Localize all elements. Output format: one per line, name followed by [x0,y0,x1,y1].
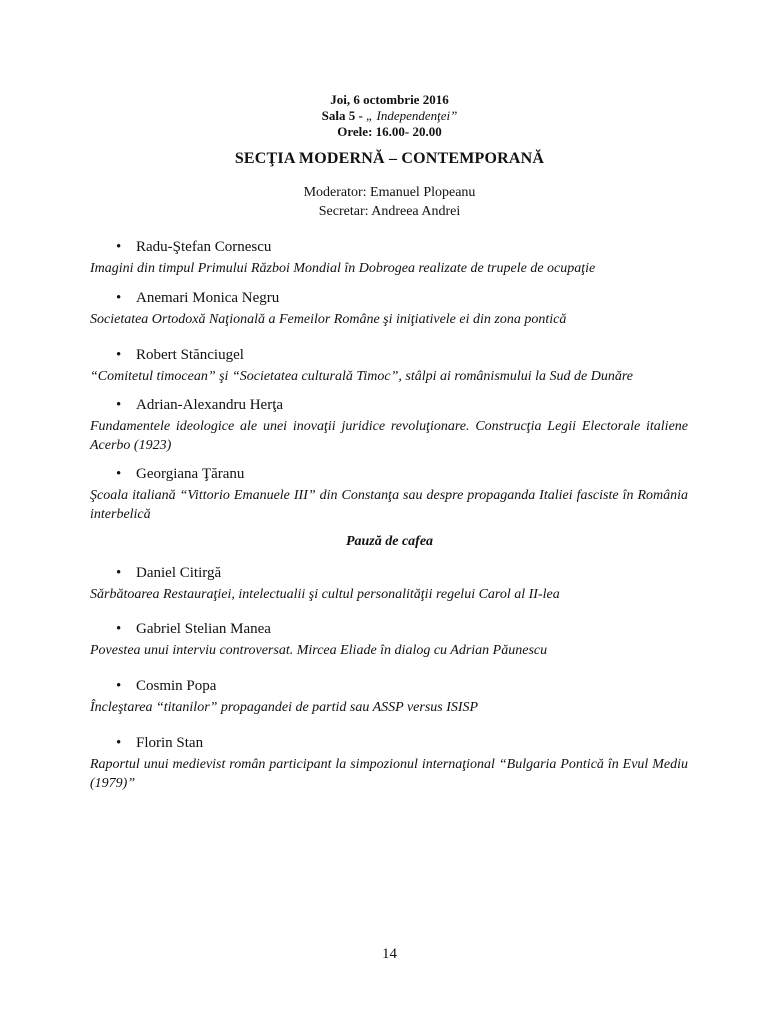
presentation-entry [90,733,688,793]
bullet-icon: • [116,347,122,363]
presenter-name-text: Anemari Monica Negru [136,290,280,306]
presenter-name [90,733,688,753]
presentation-title: Sărbătoarea Restauraţiei, intelectualii şi cultul personalităţii regelui Carol al II-lea [90,587,560,602]
presentation-entry [90,345,688,386]
presenter-name [90,288,688,308]
secretary-line: Secretar: Andreea Andrei [318,204,461,219]
presenter-name [90,395,688,415]
bullet-icon: • [116,735,122,751]
presenter-name [90,563,688,583]
presentation-entry [90,676,688,717]
presentation-title: Şcoala italiană “Vittorio Emanuele III” din Constanţa sau despre propaganda Italiei fasciste în România interbelică [90,488,688,522]
presenter-name [90,676,688,696]
section-title: SECŢIA MODERNĂ – CONTEMPORANĂ [234,150,545,167]
moderator-line: Moderator: Emanuel Plopeanu [303,185,476,200]
session-room-name: „ Independenţei” [366,108,458,123]
presenter-name [90,345,688,365]
presentation-entry [90,619,688,660]
coffee-break-label: Pauză de cafea [345,534,434,549]
presenter-name-text: Robert Stănciugel [136,347,244,363]
presenter-name-text: Radu-Ştefan Cornescu [136,239,272,255]
presenter-name-text: Daniel Citirgă [136,565,222,581]
bullet-icon: • [116,239,122,255]
presentation-title: Fundamentele ideologice ale unei inovaţii juridice revoluţionare. Construcţia Legii Electorale italiene Acerbo (1923) [90,419,688,453]
bullet-icon: • [116,678,122,694]
presentation-entry [90,288,688,329]
presenter-name-text: Gabriel Stelian Manea [136,621,271,637]
page-number: 14 [382,946,397,962]
session-staff [0,183,779,221]
bullet-icon: • [116,565,122,581]
presenter-name-text: Florin Stan [136,735,204,751]
session-date: Joi, 6 octombrie 2016 [330,92,449,107]
bullet-icon: • [116,621,122,637]
bullet-icon: • [116,397,122,413]
presentation-title: Imagini din timpul Primului Război Mondial în Dobrogea realizate de trupele de ocupaţie [90,261,596,276]
presentation-title: Încleştarea “titanilor” propagandei de partid sau ASSP versus ISISP [90,700,479,715]
presenter-name [90,619,688,639]
presentation-title: Societatea Ortodoxă Naţională a Femeilor Române şi iniţiativele ei din zona pontică [90,312,567,327]
presenter-name-text: Adrian-Alexandru Herţa [136,397,284,413]
presentation-entry [90,395,688,455]
presenter-name [90,237,688,257]
presentation-title: Povestea unui interviu controversat. Mircea Eliade în dialog cu Adrian Păunescu [90,643,548,658]
bullet-icon: • [116,466,122,482]
presentation-entry [90,563,688,604]
presentation-entry [90,237,688,278]
presenter-name [90,464,688,484]
session-header [0,92,779,140]
presenter-name-text: Cosmin Popa [136,678,217,694]
presentation-title: Raportul unui medievist român participant la simpozionul internaţional “Bulgaria Pontică în Evul Mediu (1979)” [90,757,688,791]
presentation-entry [90,464,688,524]
session-hours: Orele: 16.00- 20.00 [337,124,442,139]
presentation-title: “Comitetul timocean” şi “Societatea culturală Timoc”, stâlpi ai românismului la Sud de Dunăre [90,369,634,384]
bullet-icon: • [116,290,122,306]
session-room-prefix: Sala 5 - [321,108,367,123]
presenter-name-text: Georgiana Ţăranu [136,466,245,482]
session-room [0,108,779,124]
